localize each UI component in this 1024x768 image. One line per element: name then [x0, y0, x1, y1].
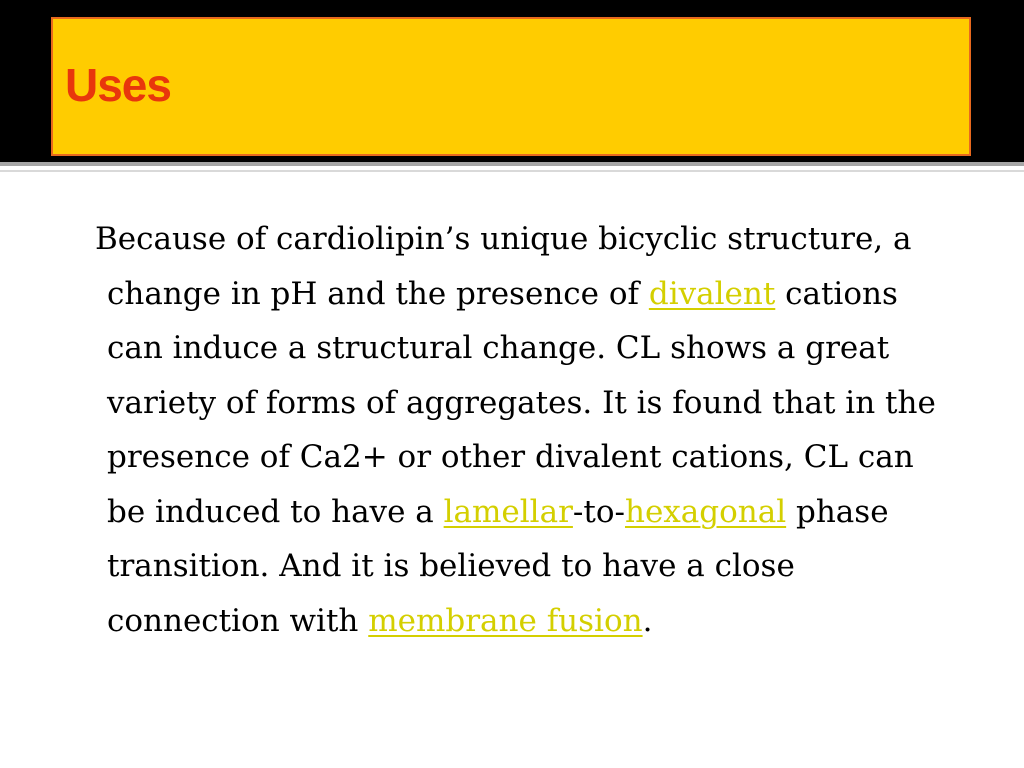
body-paragraph	[95, 212, 945, 648]
body-text-segment: .	[642, 602, 653, 639]
body-text-segment: -to-	[572, 493, 625, 530]
link-lamellar[interactable]: lamellar	[443, 493, 573, 530]
link-divalent[interactable]: divalent	[648, 275, 776, 312]
slide-title: Uses	[65, 59, 171, 111]
body-text-segment: Because of cardiolipin’s unique bicyclic structure, a change in pH and the presence of	[95, 221, 912, 312]
link-membrane-fusion[interactable]: membrane fusion	[368, 602, 643, 639]
body-text-segment: cations can induce a structural change. CL shows a great variety of forms of aggregates. It is found that in the presence of Ca2+ or other divalent cations, CL can be induced to have a	[107, 275, 936, 530]
link-hexagonal[interactable]: hexagonal	[624, 493, 787, 530]
header-divider-thin	[0, 170, 1024, 172]
title-bar	[51, 17, 971, 156]
body-text-segment: phase transition. And it is believed to have a close connection with	[107, 493, 889, 639]
